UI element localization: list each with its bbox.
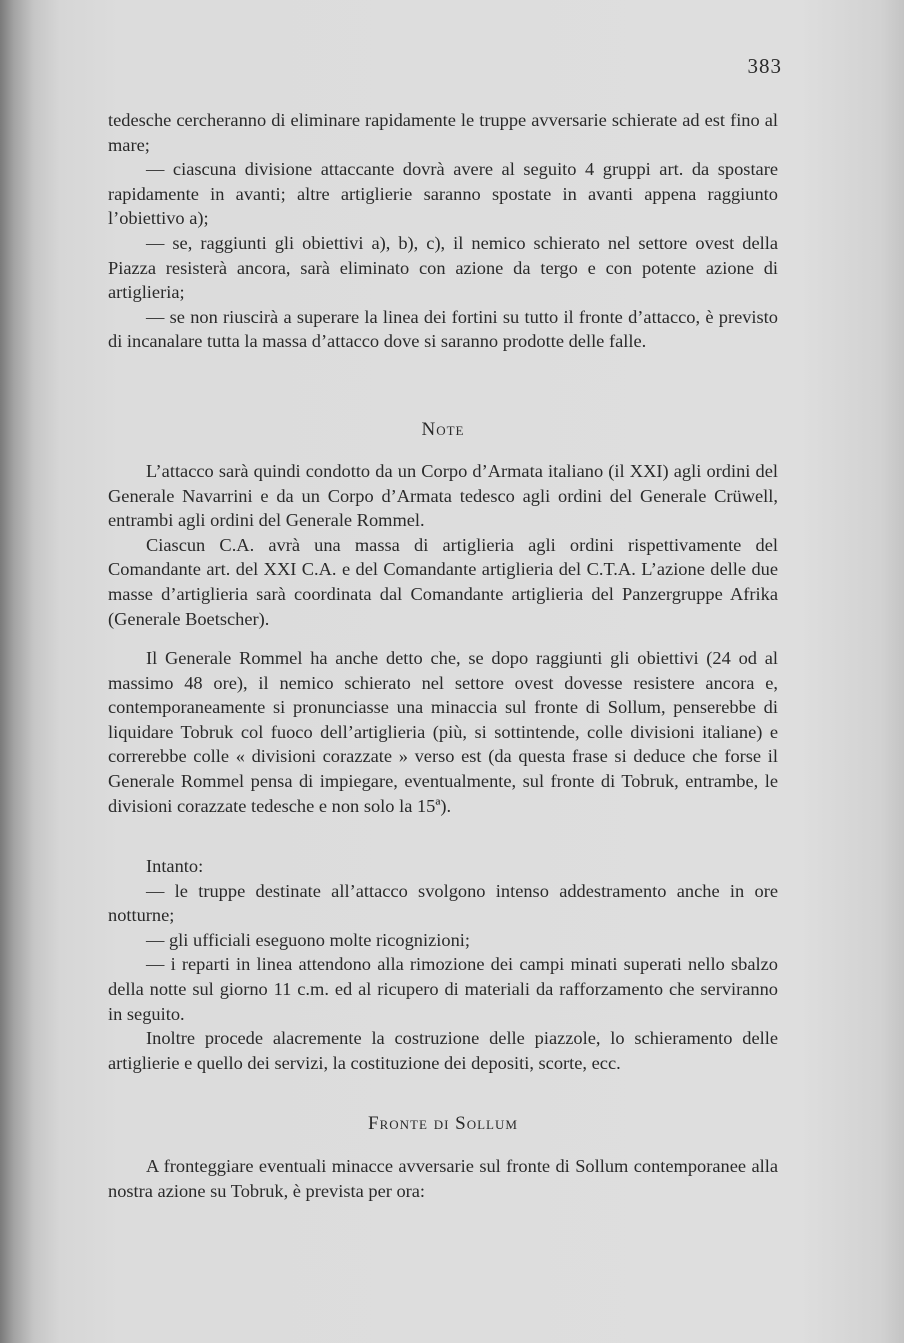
paragraph: Inoltre procede alacremente la costruzione delle piazzole, lo schieramento delle artiglierie e quello dei servizi, la costituzione dei depositi, scorte, ecc. xyxy=(108,1028,778,1073)
section-heading-note: Note xyxy=(421,419,465,440)
paragraph: A fronteggiare eventuali minacce avversarie sul fronte di Sollum contemporanee alla nostra azione su Tobruk, è prevista per ora: xyxy=(108,1156,778,1201)
paragraph: Il Generale Rommel ha anche detto che, se dopo raggiunti gli obiettivi (24 od al massimo 48 ore), il nemico schierato nel settore ovest dovesse resistere ancora e, contemporaneamente si pronunciasse una minaccia sul fronte di Sollum, penserebbe di liquidare Tobruk col fuoco dell’artiglieria (più, si sottintende, colle divisioni italiane) e correrebbe colle « divisioni corazzate » verso est (da questa frase si deduce che forse il Generale Rommel pensa di impiegare, eventualmente, sul fronte di Tobruk, entrambe, le divisioni corazzate tedesche e non solo la 15ª). xyxy=(108,648,778,816)
text-block-4 xyxy=(108,854,778,1075)
paragraph: — i reparti in linea attendono alla rimozione dei campi minati superati nello sbalzo della notte sul giorno 11 c.m. ed al ricupero di materiali da rafforzamento che serviranno in seguito. xyxy=(108,954,778,1024)
paragraph: L’attacco sarà quindi condotto da un Corpo d’Armata italiano (il XXI) agli ordini del Generale Navarrini e da un Corpo d’Armata tedesco agli ordini del Generale Crüwell, entrambi agli ordini del Generale Rommel. xyxy=(108,461,778,531)
paragraph: — se, raggiunti gli obiettivi a), b), c), il nemico schierato nel settore ovest della Piazza resisterà ancora, sarà eliminato con azione da tergo e con potente azione di artiglieria; xyxy=(108,232,778,303)
text-block-1 xyxy=(108,108,778,354)
paragraph: — gli ufficiali eseguono molte ricognizioni; xyxy=(146,929,470,950)
paragraph: Ciascun C.A. avrà una massa di artiglieria agli ordini rispettivamente del Comandante art. del XXI C.A. e del Comandante artiglieria del C.T.A. L’azione delle due masse d’artiglieria sarà coordinata dal Comandante artiglieria del Panzergruppe Afrika (Generale Boetscher). xyxy=(108,534,778,629)
paragraph: — se non riuscirà a superare la linea dei fortini su tutto il fronte d’attacco, è previsto di incanalare tutta la massa d’attacco dove si saranno prodotte delle falle. xyxy=(108,306,778,352)
text-block-3 xyxy=(108,646,778,818)
page-number: 383 xyxy=(747,54,782,78)
paragraph: Intanto: xyxy=(146,856,204,876)
paragraph: — le truppe destinate all’attacco svolgono intenso addestramento anche in ore notturne; xyxy=(108,880,778,926)
section-heading-sollum: Fronte di Sollum xyxy=(368,1113,518,1134)
paragraph: — ciascuna divisione attaccante dovrà avere al seguito 4 gruppi art. da spostare rapidamente in avanti; altre artiglierie saranno spostate in avanti appena raggiunto l’obiettivo a); xyxy=(108,159,778,229)
paragraph: tedesche cercheranno di eliminare rapidamente le truppe avversarie schierate ad est fino al mare; xyxy=(108,110,778,155)
text-block-5 xyxy=(108,1154,778,1203)
text-block-2 xyxy=(108,459,778,631)
